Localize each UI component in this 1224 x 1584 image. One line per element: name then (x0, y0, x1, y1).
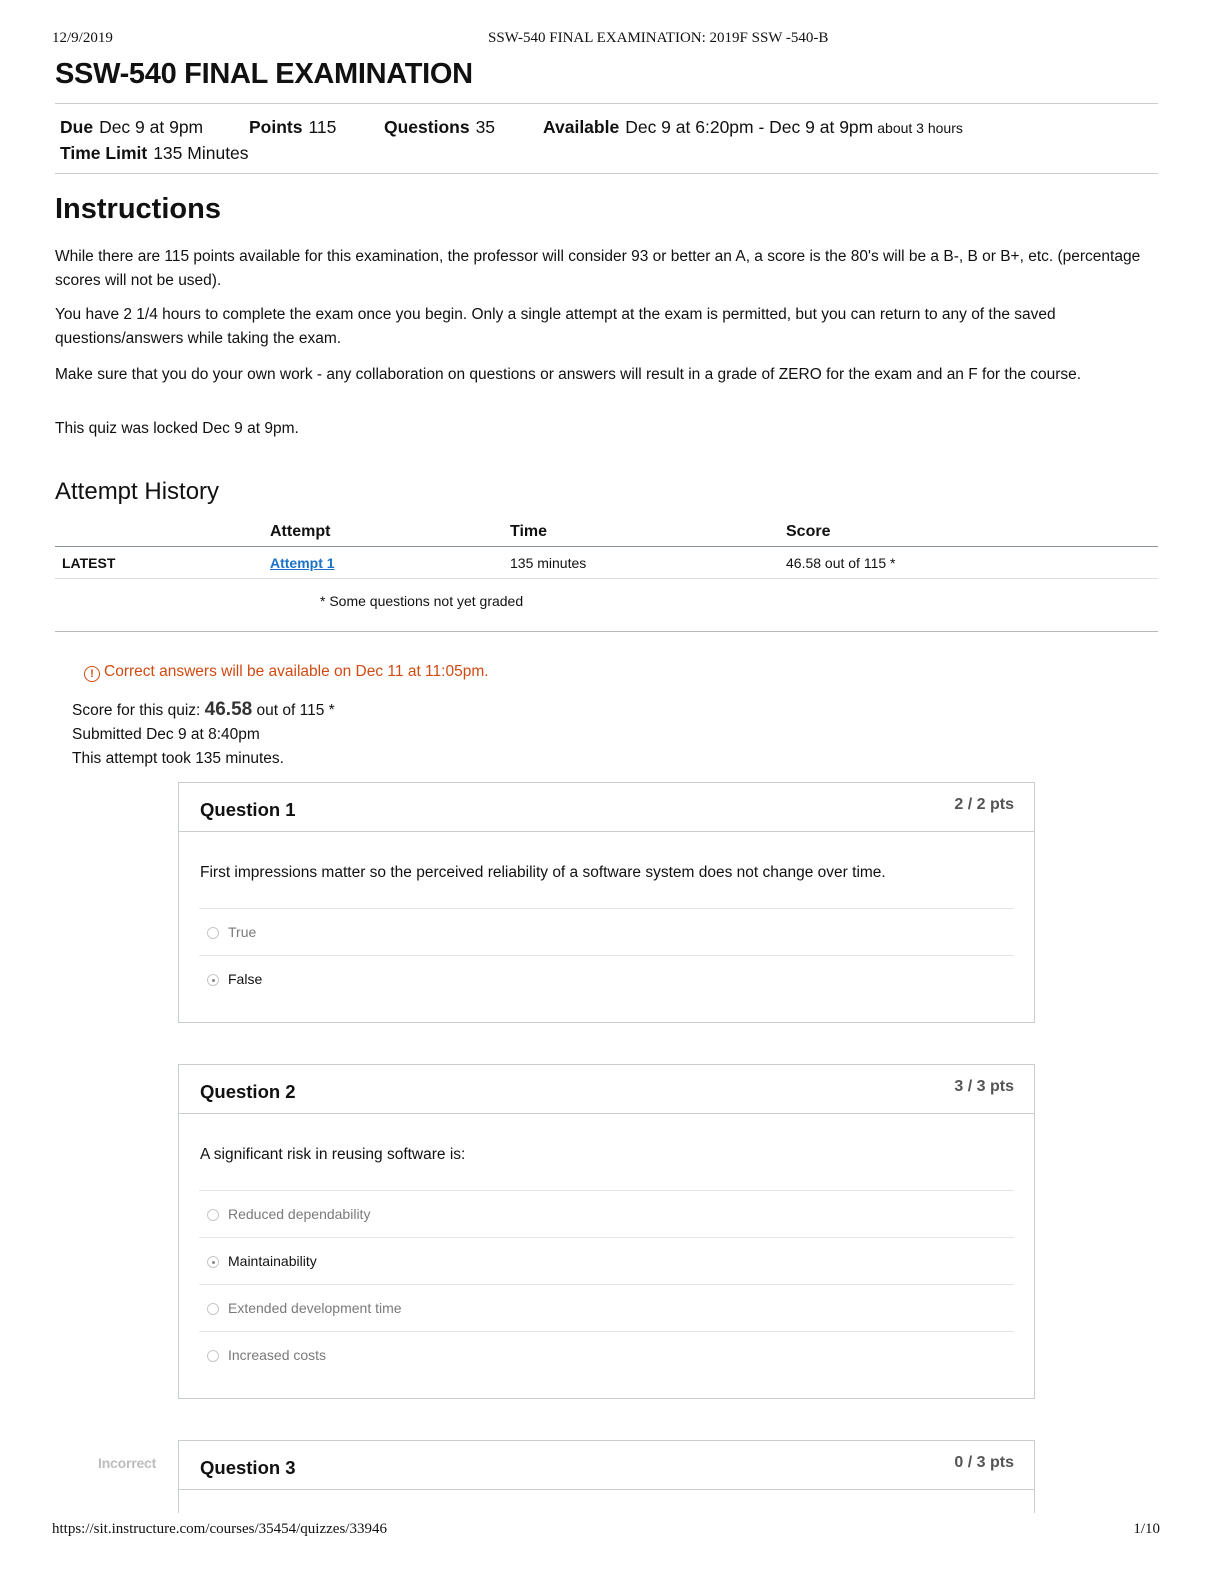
attempt-time: 135 minutes (510, 555, 587, 571)
answer-divider (199, 1237, 1014, 1238)
answer-option[interactable]: Extended development time (228, 1300, 402, 1320)
score-value: 46.58 (204, 699, 253, 720)
due-meta (60, 117, 203, 138)
column-header-attempt: Attempt (270, 523, 331, 540)
answer-option-selected[interactable]: False (228, 971, 262, 991)
available-note: about 3 hours (877, 120, 963, 136)
divider (55, 631, 1158, 632)
questions-value: 35 (475, 117, 496, 137)
attempt-1-link[interactable]: Attempt 1 (270, 555, 335, 571)
time-limit-label: Time Limit (60, 143, 148, 163)
locked-message: This quiz was locked Dec 9 at 9pm. (55, 420, 299, 437)
notice-text: Correct answers will be available on Dec 11 at 11:05pm. (104, 663, 489, 680)
question-text: A significant risk in reusing software is: (200, 1146, 466, 1163)
column-header-score: Score (786, 523, 831, 540)
attempt-score: 46.58 out of 115 * (786, 555, 896, 571)
points-meta (249, 117, 336, 138)
print-header (52, 30, 1160, 50)
correct-answers-notice (84, 663, 489, 682)
radio-selected-icon[interactable] (207, 1256, 219, 1268)
table-header-divider (55, 546, 1158, 547)
due-label: Due (60, 117, 94, 137)
available-value: Dec 9 at 6:20pm - Dec 9 at 9pm (625, 117, 874, 137)
incorrect-label: Incorrect (98, 1455, 157, 1471)
time-limit-value: 135 Minutes (153, 143, 249, 163)
radio-selected-icon[interactable] (207, 974, 219, 986)
question-2-card (178, 1064, 1035, 1399)
instructions-paragraph-2: You have 2 1/4 hours to complete the exam once you begin. Only a single attempt at the exam is permitted, but you can return to any of the saved questions/answers while taking the exam. (55, 306, 1056, 347)
question-title: Question 2 (200, 1081, 296, 1102)
points-value: 115 (308, 117, 337, 137)
table-row-divider (55, 578, 1158, 579)
question-text: First impressions matter so the perceived reliability of a software system does not change over time. (200, 864, 886, 881)
print-page-number: 1/10 (1133, 1521, 1160, 1537)
question-header (179, 783, 1034, 832)
warning-icon: ! (84, 666, 100, 682)
answer-divider (199, 1190, 1014, 1191)
question-points: 0 / 3 pts (954, 1454, 1014, 1471)
print-title: SSW-540 FINAL EXAMINATION: 2019F SSW -540-B (488, 30, 829, 46)
question-1-card (178, 782, 1035, 1023)
column-header-time: Time (510, 523, 548, 540)
answer-divider (199, 1284, 1014, 1285)
instructions-paragraph-1: While there are 115 points available for this examination, the professor will consider 93 or better an A, a score is the 80's will be a B-, B or B+, etc. (percentage scores will not be used). (55, 248, 1141, 289)
available-label: Available (543, 117, 620, 137)
instructions-paragraph-3: Make sure that you do your own work - any collaboration on questions or answers will result in a grade of ZERO for the exam and an F for the course. (55, 366, 1082, 383)
answer-divider (199, 908, 1014, 909)
time-limit-meta (60, 143, 249, 164)
answer-divider (199, 955, 1014, 956)
answer-divider (199, 1331, 1014, 1332)
points-label: Points (249, 117, 303, 137)
questions-label: Questions (384, 117, 470, 137)
answer-option-selected[interactable]: Maintainability (228, 1253, 317, 1273)
questions-meta (384, 117, 495, 138)
question-header (179, 1441, 1034, 1490)
answer-option[interactable]: Increased costs (228, 1347, 326, 1367)
radio-icon[interactable] (207, 1350, 219, 1362)
question-title: Question 1 (200, 799, 296, 820)
divider (55, 173, 1158, 174)
question-points: 3 / 3 pts (954, 1078, 1014, 1095)
quiz-score: Score for this quiz: 46.58 out of 115 * (72, 699, 335, 720)
answer-option[interactable]: True (228, 924, 256, 944)
attempt-history-title: Attempt History (55, 478, 220, 505)
radio-icon[interactable] (207, 1209, 219, 1221)
question-title: Question 3 (200, 1457, 296, 1478)
grading-note: * Some questions not yet graded (320, 593, 524, 609)
question-points: 2 / 2 pts (954, 796, 1014, 813)
submitted-time: Submitted Dec 9 at 8:40pm (72, 726, 260, 743)
radio-icon[interactable] (207, 1303, 219, 1315)
print-date: 12/9/2019 (52, 30, 113, 46)
available-meta (543, 117, 963, 138)
page-title: SSW-540 FINAL EXAMINATION (55, 58, 473, 90)
answer-option[interactable]: Reduced dependability (228, 1206, 370, 1226)
question-3-card (178, 1440, 1035, 1513)
attempt-duration: This attempt took 135 minutes. (72, 750, 284, 767)
due-value: Dec 9 at 9pm (99, 117, 204, 137)
latest-tag: LATEST (62, 555, 116, 571)
radio-icon[interactable] (207, 927, 219, 939)
print-url: https://sit.instructure.com/courses/35454/quizzes/33946 (52, 1521, 387, 1537)
divider (55, 103, 1158, 104)
print-footer (52, 1521, 1160, 1541)
instructions-title: Instructions (55, 193, 221, 225)
question-header (179, 1065, 1034, 1114)
